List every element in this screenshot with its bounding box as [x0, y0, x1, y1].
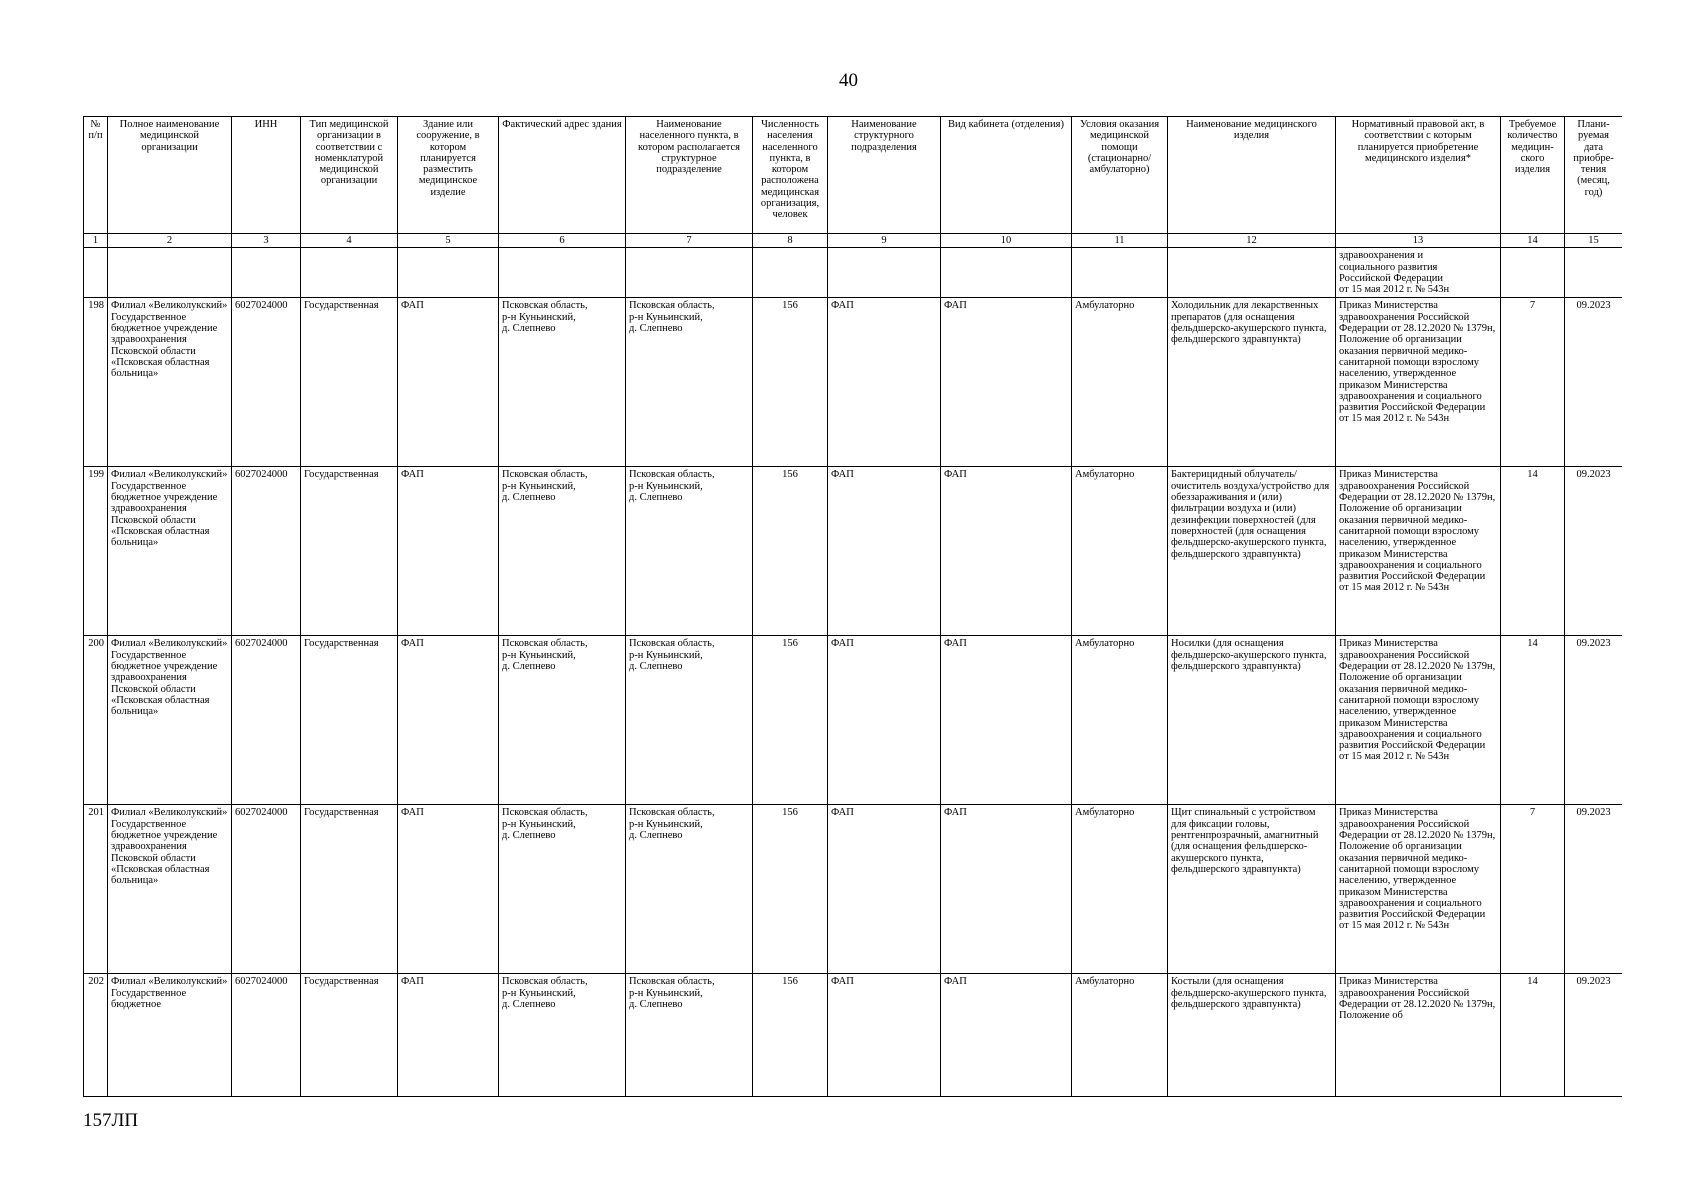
organization-cell: Филиал «Великолукский» Государственное бюджетное учреждение здравоохранения Псковской области «Псковская областная больница» [108, 636, 232, 805]
date-cell: 09.2023 [1565, 467, 1623, 636]
column-number: 1 [84, 234, 108, 248]
conditions-cell: Амбулаторно [1072, 467, 1168, 636]
organization-cell: Филиал «Великолукский» Государственное бюджетное учреждение здравоохранения Псковской области «Псковская областная больница» [108, 805, 232, 974]
act-cell: Приказ Министерства здравоохранения Российской Федерации от 28.12.2020 № 1379н, Положение об организации оказания первичной медико-санитарной помощи взрослому населению, утвержденное приказом Министерства здравоохранения и социального развития Российской Федерации от 15 мая 2012 г. № 543н [1336, 636, 1501, 805]
population-cell: 156 [753, 805, 828, 974]
table-row [84, 467, 1623, 636]
building-cell: ФАП [398, 636, 499, 805]
column-number: 15 [1565, 234, 1623, 248]
settlement-cell: Псковская область, р-н Куньинский, д. Слепнево [626, 298, 753, 467]
row-number: 200 [84, 636, 108, 805]
column-number: 2 [108, 234, 232, 248]
conditions-cell: Амбулаторно [1072, 805, 1168, 974]
row-number: 199 [84, 467, 108, 636]
column-number: 4 [301, 234, 398, 248]
continuation-row [84, 248, 1623, 298]
table-row [84, 974, 1623, 1097]
inn-cell: 6027024000 [232, 805, 301, 974]
building-cell: ФАП [398, 467, 499, 636]
cabinet-cell: ФАП [941, 298, 1072, 467]
quantity-cell: 14 [1501, 467, 1565, 636]
column-header: Наименование населенного пункта, в котором располагается структурное подразделение [626, 117, 753, 234]
row-number: 198 [84, 298, 108, 467]
equipment-table-container [83, 116, 1622, 1097]
row-number: 202 [84, 974, 108, 1097]
settlement-cell: Псковская область, р-н Куньинский, д. Слепнево [626, 636, 753, 805]
column-header: Фактический адрес здания [499, 117, 626, 234]
organization-cell: Филиал «Великолукский» Государственное бюджетное [108, 974, 232, 1097]
column-header: Полное наименование медицинской организации [108, 117, 232, 234]
building-cell: ФАП [398, 298, 499, 467]
population-cell: 156 [753, 974, 828, 1097]
column-header: Вид кабинета (отделения) [941, 117, 1072, 234]
inn-cell: 6027024000 [232, 974, 301, 1097]
device-cell: Костыли (для оснащения фельдшерско-акушерского пункта, фельдшерского здравпункта) [1168, 974, 1336, 1097]
quantity-cell: 7 [1501, 805, 1565, 974]
column-header: Численность населения населенного пункта, в котором расположена медицинская организация, человек [753, 117, 828, 234]
organization-cell: Филиал «Великолукский» Государственное бюджетное учреждение здравоохранения Псковской области «Псковская областная больница» [108, 298, 232, 467]
column-header: Наименование медицинского изделия [1168, 117, 1336, 234]
address-cell: Псковская область, р-н Куньинский, д. Слепнево [499, 974, 626, 1097]
column-number: 9 [828, 234, 941, 248]
device-cell: Носилки (для оснащения фельдшерско-акушерского пункта, фельдшерского здравпункта) [1168, 636, 1336, 805]
quantity-cell: 7 [1501, 298, 1565, 467]
settlement-cell: Псковская область, р-н Куньинский, д. Слепнево [626, 974, 753, 1097]
column-header: Тип медицинской организации в соответствии с номенклатурой медицинской организации [301, 117, 398, 234]
building-cell: ФАП [398, 974, 499, 1097]
column-header: Требуемое количество медицин-ского изделия [1501, 117, 1565, 234]
header-row [84, 117, 1623, 234]
inn-cell: 6027024000 [232, 298, 301, 467]
page-number: 40 [839, 70, 858, 91]
column-number: 8 [753, 234, 828, 248]
subdivision-cell: ФАП [828, 805, 941, 974]
settlement-cell: Псковская область, р-н Куньинский, д. Слепнево [626, 467, 753, 636]
table-row [84, 298, 1623, 467]
column-number-row [84, 234, 1623, 248]
org-type-cell: Государственная [301, 467, 398, 636]
device-cell: Холодильник для лекарственных препаратов (для оснащения фельдшерско-акушерского пункта, фельдшерского здравпункта) [1168, 298, 1336, 467]
quantity-cell: 14 [1501, 974, 1565, 1097]
subdivision-cell: ФАП [828, 636, 941, 805]
column-number: 5 [398, 234, 499, 248]
device-cell: Щит спинальный с устройством для фиксации головы, рентгенпрозрачный, амагнитный (для оснащения фельдшерско-акушерского пункта, фельдшерского здравпункта) [1168, 805, 1336, 974]
act-cell: Приказ Министерства здравоохранения Российской Федерации от 28.12.2020 № 1379н, Положение об организации оказания первичной медико-санитарной помощи взрослому населению, утвержденное приказом Министерства здравоохранения и социального развития Российской Федерации от 15 мая 2012 г. № 543н [1336, 805, 1501, 974]
column-number: 12 [1168, 234, 1336, 248]
act-cell: Приказ Министерства здравоохранения Российской Федерации от 28.12.2020 № 1379н, Положение об организации оказания первичной медико-санитарной помощи взрослому населению, утвержденное приказом Министерства здравоохранения и социального развития Российской Федерации от 15 мая 2012 г. № 543н [1336, 467, 1501, 636]
column-number: 7 [626, 234, 753, 248]
cabinet-cell: ФАП [941, 636, 1072, 805]
org-type-cell: Государственная [301, 298, 398, 467]
device-cell: Бактерицидный облучатель/очиститель воздуха/устройство для обеззараживания и (или) фильтрации воздуха и (или) дезинфекции поверхностей (для поверхностей (для оснащения фельдшерско-акушерского пункта, фельдшерского здравпункта) [1168, 467, 1336, 636]
column-header: № п/п [84, 117, 108, 234]
org-type-cell: Государственная [301, 636, 398, 805]
cabinet-cell: ФАП [941, 467, 1072, 636]
date-cell: 09.2023 [1565, 298, 1623, 467]
table-row [84, 636, 1623, 805]
population-cell: 156 [753, 467, 828, 636]
act-cell: Приказ Министерства здравоохранения Российской Федерации от 28.12.2020 № 1379н, Положение об организации оказания первичной медико-санитарной помощи взрослому населению, утвержденное приказом Министерства здравоохранения и социального развития Российской Федерации от 15 мая 2012 г. № 543н [1336, 298, 1501, 467]
conditions-cell: Амбулаторно [1072, 298, 1168, 467]
organization-cell: Филиал «Великолукский» Государственное бюджетное учреждение здравоохранения Псковской области «Псковская областная больница» [108, 467, 232, 636]
settlement-cell: Псковская область, р-н Куньинский, д. Слепнево [626, 805, 753, 974]
column-header: Условия оказания медицинской помощи (стационарно/ амбулаторно) [1072, 117, 1168, 234]
column-number: 10 [941, 234, 1072, 248]
column-number: 6 [499, 234, 626, 248]
cabinet-cell: ФАП [941, 805, 1072, 974]
subdivision-cell: ФАП [828, 974, 941, 1097]
org-type-cell: Государственная [301, 974, 398, 1097]
column-header: ИНН [232, 117, 301, 234]
inn-cell: 6027024000 [232, 636, 301, 805]
address-cell: Псковская область, р-н Куньинский, д. Слепнево [499, 298, 626, 467]
conditions-cell: Амбулаторно [1072, 636, 1168, 805]
org-type-cell: Государственная [301, 805, 398, 974]
subdivision-cell: ФАП [828, 467, 941, 636]
column-number: 3 [232, 234, 301, 248]
inn-cell: 6027024000 [232, 467, 301, 636]
population-cell: 156 [753, 636, 828, 805]
conditions-cell: Амбулаторно [1072, 974, 1168, 1097]
subdivision-cell: ФАП [828, 298, 941, 467]
population-cell: 156 [753, 298, 828, 467]
column-header: Нормативный правовой акт, в соответствии с которым планируется приобретение медицинского изделия* [1336, 117, 1501, 234]
column-number: 11 [1072, 234, 1168, 248]
continuation-act-cell: здравоохранения и социального развития Российской Федерации от 15 мая 2012 г. № 543н [1336, 248, 1501, 298]
column-number: 14 [1501, 234, 1565, 248]
date-cell: 09.2023 [1565, 974, 1623, 1097]
column-header: Плани-руемая дата приобре-тения (месяц, год) [1565, 117, 1623, 234]
row-number: 201 [84, 805, 108, 974]
column-number: 13 [1336, 234, 1501, 248]
address-cell: Псковская область, р-н Куньинский, д. Слепнево [499, 636, 626, 805]
equipment-table [83, 116, 1622, 1097]
address-cell: Псковская область, р-н Куньинский, д. Слепнево [499, 805, 626, 974]
address-cell: Псковская область, р-н Куньинский, д. Слепнево [499, 467, 626, 636]
date-cell: 09.2023 [1565, 805, 1623, 974]
building-cell: ФАП [398, 805, 499, 974]
table-row [84, 805, 1623, 974]
column-header: Здание или сооружение, в котором планируется разместить медицинское изделие [398, 117, 499, 234]
date-cell: 09.2023 [1565, 636, 1623, 805]
quantity-cell: 14 [1501, 636, 1565, 805]
document-code: 157ЛП [83, 1110, 139, 1131]
cabinet-cell: ФАП [941, 974, 1072, 1097]
act-cell: Приказ Министерства здравоохранения Российской Федерации от 28.12.2020 № 1379н, Положение об [1336, 974, 1501, 1097]
column-header: Наименование структурного подразделения [828, 117, 941, 234]
